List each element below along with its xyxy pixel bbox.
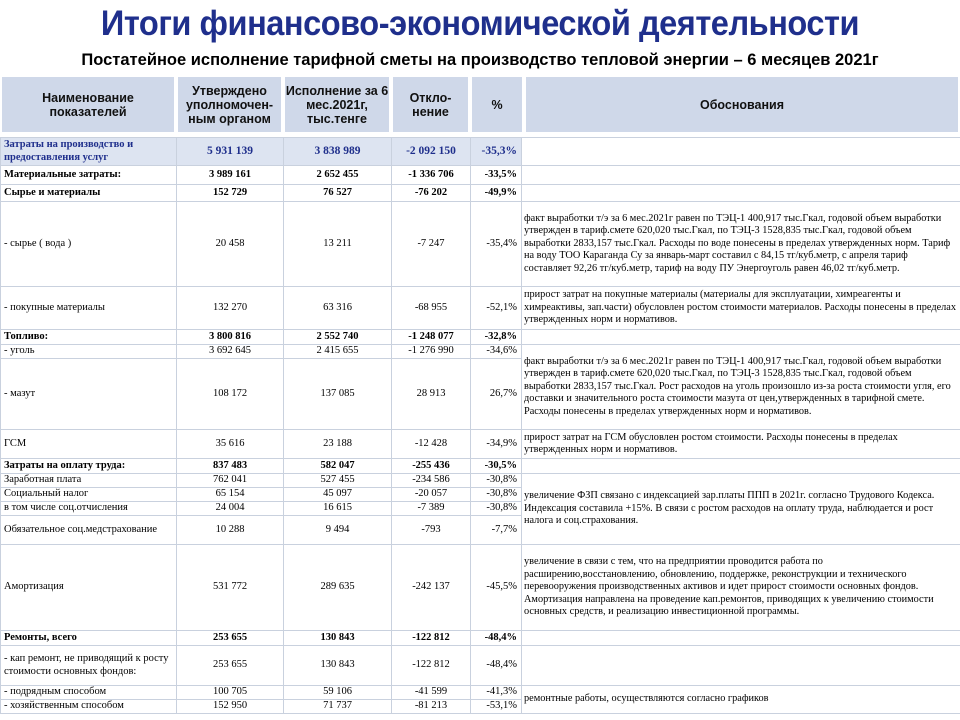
row-justification [522,185,960,202]
table-row [1,185,960,202]
row-name: - сырье ( вода ) [1,202,177,287]
table-row [1,459,960,474]
table-row [1,202,960,287]
row-percent: -35,4% [471,202,522,287]
table-row [1,345,960,359]
row-approved: 10 288 [177,516,284,545]
table-row [1,545,960,631]
row-deviation: -20 057 [392,488,471,502]
row-name: Сырье и материалы [1,185,177,202]
header-percent: % [472,77,522,132]
row-justification: ремонтные работы, осуществляются согласно графиков [522,686,960,714]
row-name: Заработная плата [1,474,177,488]
row-percent: -48,4% [471,631,522,646]
row-name: Затраты на оплату труда: [1,459,177,474]
row-deviation: -7 247 [392,202,471,287]
table-row [1,287,960,330]
row-execution: 59 106 [284,686,392,700]
row-approved: 152 950 [177,700,284,714]
row-approved: 3 800 816 [177,330,284,345]
row-justification [522,138,960,166]
row-name: ГСМ [1,430,177,459]
row-name: - мазут [1,359,177,430]
table-row [1,330,960,345]
row-name: Ремонты, всего [1,631,177,646]
row-justification: факт выработки т/э за 6 мес.2021г равен по ТЭЦ-1 400,917 тыс.Гкал, годовой объем выработки утвержден в тариф.смете 620,020 тыс.Гкал, по ТЭЦ-3 1528,835 тыс.Гкал, годовой объем выработки 2833,157 тыс.Гкал. Рост расходов на уголь произошло из-за роста стоимости угля, его доставки и значительного роста стоимости мазута от цен,утвержденных в тарифной смете. Расходы понесены в пределах утвержденных норм и нормативов. [522,345,960,430]
row-approved: 24 004 [177,502,284,516]
row-justification: прирост затрат на ГСМ обусловлен ростом стоимости. Расходы понесены в пределах утвержденных норм и нормативов. [522,430,960,459]
row-execution: 13 211 [284,202,392,287]
row-name: - покупные материалы [1,287,177,330]
row-name: - кап ремонт, не приводящий к росту стоимости основных фондов: [1,646,177,686]
row-execution: 582 047 [284,459,392,474]
row-percent: -49,9% [471,185,522,202]
row-name: Затраты на производство и предоставления услуг [1,138,177,166]
row-justification [522,330,960,345]
row-approved: 20 458 [177,202,284,287]
row-percent: -35,3% [471,138,522,166]
header-approved: Утверждено уполномочен-ным органом [178,77,281,132]
row-deviation: -7 389 [392,502,471,516]
row-percent: -30,8% [471,488,522,502]
row-approved: 132 270 [177,287,284,330]
row-approved: 65 154 [177,488,284,502]
row-percent: -45,5% [471,545,522,631]
row-percent: -33,5% [471,166,522,185]
budget-table [0,137,960,714]
row-justification [522,459,960,474]
table-row [1,430,960,459]
row-justification [522,166,960,185]
page-title: Итоги финансово-экономической деятельности [100,4,860,43]
row-execution: 45 097 [284,488,392,502]
header-justification: Обоснования [526,77,958,132]
row-deviation: -1 248 077 [392,330,471,345]
row-deviation: -68 955 [392,287,471,330]
row-approved: 5 931 139 [177,138,284,166]
row-approved: 253 655 [177,646,284,686]
page-subtitle: Постатейное исполнение тарифной сметы на производство тепловой энергии – 6 месяцев 2021г [81,51,879,69]
row-execution: 3 838 989 [284,138,392,166]
row-percent: -52,1% [471,287,522,330]
row-approved: 152 729 [177,185,284,202]
row-deviation: 28 913 [392,359,471,430]
row-execution: 76 527 [284,185,392,202]
row-execution: 71 737 [284,700,392,714]
row-execution: 527 455 [284,474,392,488]
row-execution: 2 652 455 [284,166,392,185]
row-name: Материальные затраты: [1,166,177,185]
table-row [1,474,960,488]
row-percent: -7,7% [471,516,522,545]
table-row [1,138,960,166]
row-justification [522,646,960,686]
table-row [1,686,960,700]
row-percent: -34,6% [471,345,522,359]
row-deviation: -122 812 [392,646,471,686]
row-percent: -32,8% [471,330,522,345]
table-row [1,646,960,686]
row-execution: 289 635 [284,545,392,631]
row-approved: 108 172 [177,359,284,430]
row-name: в том числе соц.отчисления [1,502,177,516]
row-approved: 253 655 [177,631,284,646]
header-deviation: Откло-нение [393,77,468,132]
row-percent: -48,4% [471,646,522,686]
row-execution: 2 552 740 [284,330,392,345]
row-name: Обязательное соц.медстрахование [1,516,177,545]
row-approved: 35 616 [177,430,284,459]
row-name: - хозяйственным способом [1,700,177,714]
row-approved: 100 705 [177,686,284,700]
row-deviation: -234 586 [392,474,471,488]
row-percent: -34,9% [471,430,522,459]
row-execution: 63 316 [284,287,392,330]
row-deviation: -76 202 [392,185,471,202]
row-justification: увеличение ФЗП связано с индексацией зар.платы ППП в 2021г. согласно Трудового Кодекса. Индексация составила +15%. В связи с ростом расходов на оплату труда, наблюдается и рост налога и соц.страхования. [522,474,960,545]
row-deviation: -1 276 990 [392,345,471,359]
row-execution: 9 494 [284,516,392,545]
row-name: Социальный налог [1,488,177,502]
row-percent: -30,5% [471,459,522,474]
row-deviation: -41 599 [392,686,471,700]
row-approved: 531 772 [177,545,284,631]
row-execution: 23 188 [284,430,392,459]
row-name: Амортизация [1,545,177,631]
row-justification: прирост затрат на покупные материалы (материалы для эксплуатации, химреагенты и химреактивы, зап.части) обусловлен ростом стоимости материалов. Расходы понесены в пределах утвержденных норм и нормативов. [522,287,960,330]
row-deviation: -255 436 [392,459,471,474]
row-deviation: -242 137 [392,545,471,631]
row-name: Топливо: [1,330,177,345]
row-justification: увеличение в связи с тем, что на предприятии проводится работа по расширению,восстановлению, обновлению, поддержке, реконструкции и технического перевооружения производственных активов и идет прирост стоимости основных фондов. Амортизация направлена на проведение кап.ремонтов, приводящих к увеличению стоимости основных средств, и реализацию инвестиционной программы. [522,545,960,631]
row-execution: 130 843 [284,631,392,646]
table-row [1,166,960,185]
row-execution: 130 843 [284,646,392,686]
row-name: - подрядным способом [1,686,177,700]
row-approved: 3 692 645 [177,345,284,359]
table-row [1,631,960,646]
row-justification: факт выработки т/э за 6 мес.2021г равен по ТЭЦ-1 400,917 тыс.Гкал, годовой объем выработки утвержден в тариф.смете 620,020 тыс.Гкал, по ТЭЦ-3 1528,835 тыс.Гкал, годовой объем выработки 2833,157 тыс.Гкал. Расходы по воде понесены в пределах утвержденных норм. Тариф на воду ТОО Караганда Су за январь-март составил с 84,15 тг/куб.метр, с апреля тариф составляет 92,26 тг/куб.метр, тариф на воду ПУ Энергоуголь равен 46,02 тг/куб.метр. [522,202,960,287]
row-justification [522,631,960,646]
row-percent: 26,7% [471,359,522,430]
row-execution: 2 415 655 [284,345,392,359]
row-percent: -41,3% [471,686,522,700]
row-approved: 762 041 [177,474,284,488]
header-name: Наименование показателей [2,77,174,132]
row-percent: -30,8% [471,502,522,516]
row-deviation: -1 336 706 [392,166,471,185]
row-percent: -53,1% [471,700,522,714]
row-deviation: -2 092 150 [392,138,471,166]
row-deviation: -81 213 [392,700,471,714]
row-execution: 16 615 [284,502,392,516]
row-deviation: -793 [392,516,471,545]
row-name: - уголь [1,345,177,359]
row-deviation: -122 812 [392,631,471,646]
row-execution: 137 085 [284,359,392,430]
row-deviation: -12 428 [392,430,471,459]
row-approved: 3 989 161 [177,166,284,185]
row-approved: 837 483 [177,459,284,474]
header-execution: Исполнение за 6 мес.2021г, тыс.тенге [285,77,389,132]
row-percent: -30,8% [471,474,522,488]
